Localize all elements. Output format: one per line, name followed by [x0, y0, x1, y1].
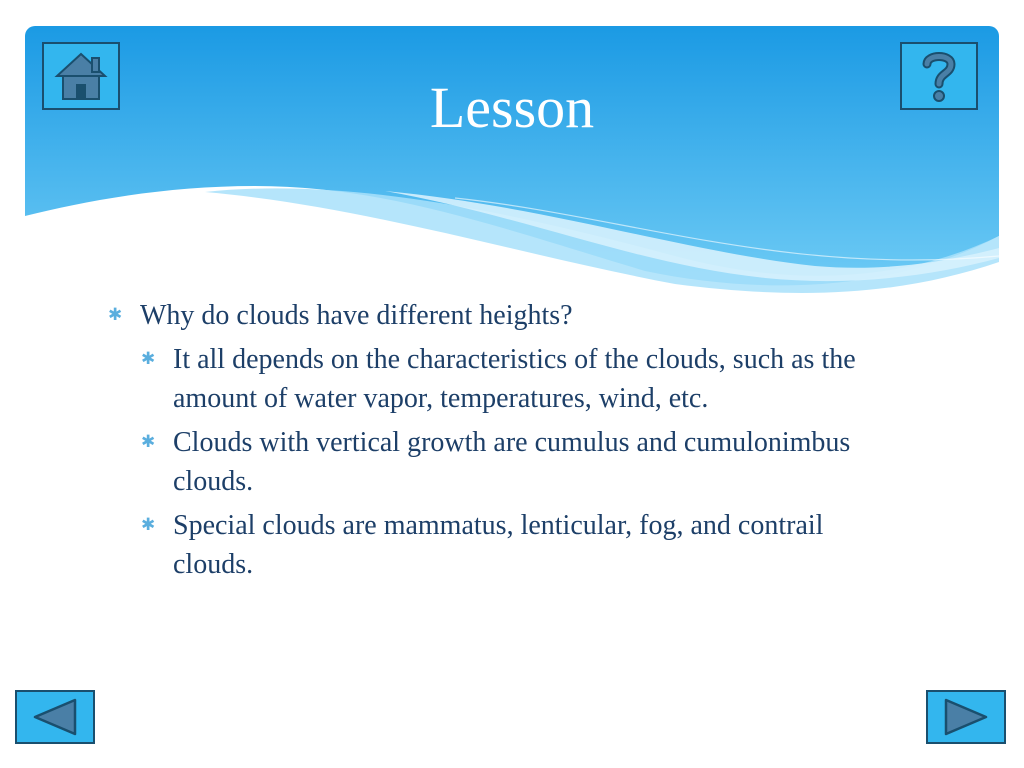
triangle-right-icon — [941, 697, 991, 737]
help-button[interactable] — [900, 42, 978, 110]
asterisk-bullet-icon: ✱ — [108, 305, 123, 325]
sub-bullet-text: Special clouds are mammatus, lenticular, fog, and contrail clouds. — [173, 510, 824, 580]
slide-title: Lesson — [429, 75, 595, 140]
slide-body — [108, 296, 888, 584]
sub-bullet-item — [108, 506, 888, 584]
next-slide-button[interactable] — [926, 690, 1006, 744]
header-wave-graphic — [25, 26, 999, 296]
asterisk-bullet-icon: ✱ — [141, 349, 156, 369]
sub-bullet-item — [108, 423, 888, 501]
sub-bullet-text: It all depends on the characteristics of the clouds, such as the amount of water vapor, temperatures, wind, etc. — [173, 344, 856, 414]
bullet-item — [108, 296, 888, 335]
question-mark-icon — [919, 48, 959, 104]
previous-slide-button[interactable] — [15, 690, 95, 744]
slide-header — [25, 26, 999, 296]
triangle-left-icon — [30, 697, 80, 737]
asterisk-bullet-icon: ✱ — [141, 432, 156, 452]
asterisk-bullet-icon: ✱ — [141, 515, 156, 535]
bullet-text: Why do clouds have different heights? — [140, 300, 573, 331]
home-button[interactable] — [42, 42, 120, 110]
house-icon — [53, 50, 109, 102]
sub-bullet-item — [108, 340, 888, 418]
sub-bullet-text: Clouds with vertical growth are cumulus and cumulonimbus clouds. — [173, 427, 851, 497]
